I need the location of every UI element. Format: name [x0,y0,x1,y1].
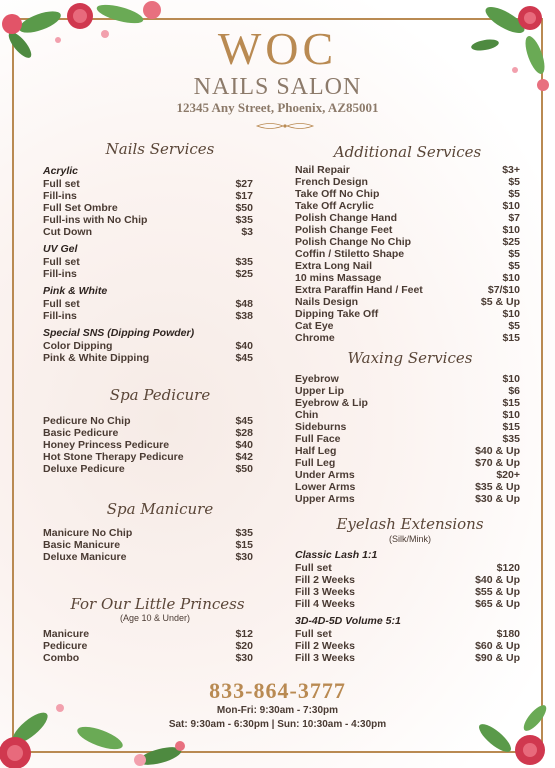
menu-item [295,574,520,586]
menu-item [295,469,520,481]
menu-item-price: $30 [235,652,253,664]
menu-item-price: $42 [235,451,253,463]
menu-item-price: $40 & Up [475,445,520,457]
menu-item-price: $35 & Up [475,481,520,493]
menu-item-name: Half Leg [295,445,337,457]
menu-item [43,298,253,310]
menu-item-name: Fill-ins [43,268,77,280]
menu-item-name: Nails Design [295,296,359,308]
menu-item [295,562,520,574]
menu-item-name: Deluxe Pedicure [43,463,125,475]
menu-item [295,236,520,248]
menu-item-price: $25 [235,268,253,280]
menu-item-price: $90 & Up [475,652,520,664]
menu-item-price: $50 [235,202,253,214]
spa-manicure-title: Spa Manicure [106,500,214,518]
menu-item-price: $7 [508,212,520,224]
menu-item-price: $120 [496,562,520,574]
menu-item [295,284,520,296]
menu-item [295,248,520,260]
menu-item-price: $35 [502,433,520,445]
menu-item-name: Fill 3 Weeks [295,652,355,664]
menu-item [295,272,520,284]
menu-item [43,268,253,280]
menu-item-price: $50 [235,463,253,475]
menu-item-name: Fill 2 Weeks [295,574,355,586]
menu-item-price: $12 [235,628,253,640]
waxing-services-title: Waxing Services [347,349,473,367]
menu-item-price: $30 [235,551,253,563]
menu-item-name: Dipping Take Off [295,308,379,320]
menu-item [295,481,520,493]
menu-item-name: Cut Down [43,226,92,238]
menu-item-price: $10 [502,200,520,212]
menu-item [295,433,520,445]
menu-group-heading: 3D-4D-5D Volume 5:1 [295,615,401,627]
menu-item [43,202,253,214]
menu-item [295,385,520,397]
menu-item-price: $40 & Up [475,574,520,586]
menu-item [295,598,520,610]
menu-item [295,457,520,469]
menu-item [43,628,253,640]
menu-item-name: French Design [295,176,368,188]
menu-item-name: Take Off No Chip [295,188,380,200]
menu-item-price: $70 & Up [475,457,520,469]
menu-item-name: Hot Stone Therapy Pedicure [43,451,184,463]
menu-item-price: $48 [235,298,253,310]
menu-item [295,652,520,664]
menu-item [43,214,253,226]
menu-item-price: $17 [235,190,253,202]
menu-item-name: Take Off Acrylic [295,200,374,212]
menu-item-name: Polish Change Feet [295,224,393,236]
menu-item-price: $35 [235,527,253,539]
menu-item [295,212,520,224]
menu-item [43,652,253,664]
menu-item-price: $20 [235,640,253,652]
menu-item-price: $5 [508,248,520,260]
menu-item [43,640,253,652]
menu-item-price: $38 [235,310,253,322]
menu-item-price: $10 [502,373,520,385]
menu-item [295,493,520,505]
salon-subtitle: NAILS SALON [193,74,362,100]
menu-item-name: Nail Repair [295,164,350,176]
eyelash-extensions-note: (Silk/Mink) [389,534,431,544]
menu-item-name: Fill 4 Weeks [295,598,355,610]
menu-item-name: Polish Change No Chip [295,236,412,248]
menu-item [295,373,520,385]
menu-item-name: Pedicure No Chip [43,415,131,427]
menu-item-price: $5 [508,260,520,272]
menu-item-price: $5 & Up [480,296,520,308]
menu-item [295,188,520,200]
menu-item-name: Full set [295,562,332,574]
menu-group-heading: Acrylic [43,165,79,177]
menu-item-name: Fill-ins [43,310,77,322]
menu-item [295,586,520,598]
menu-item-price: $3 [241,226,253,238]
menu-group-heading: Classic Lash 1:1 [295,549,378,561]
menu-item-name: Honey Princess Pedicure [43,439,170,451]
menu-item [43,451,253,463]
nails-services-title: Nails Services [105,140,215,158]
menu-item-name: 10 mins Massage [295,272,382,284]
menu-item-price: $10 [502,272,520,284]
menu-item-price: $7/$10 [487,284,520,296]
phone-number[interactable]: 833-864-3777 [209,678,346,703]
menu-group-heading: Pink & White [43,285,108,297]
menu-item [43,551,253,563]
menu-item-name: Full Leg [295,457,336,469]
menu-item [43,340,253,352]
menu-item-name: Pedicure [43,640,88,652]
menu-item-name: Coffin / Stiletto Shape [295,248,405,260]
hours-weekend: Sat: 9:30am - 6:30pm | Sun: 10:30am - 4:30pm [168,719,387,730]
menu-item-price: $65 & Up [475,598,520,610]
menu-item-price: $10 [502,308,520,320]
additional-services-list [295,164,520,344]
nails-services-list [43,163,253,364]
menu-group-heading: UV Gel [43,243,78,255]
menu-item-name: Full Set Ombre [43,202,118,214]
menu-item [43,527,253,539]
menu-item [295,296,520,308]
menu-item-name: Color Dipping [43,340,113,352]
menu-item-name: Full set [43,298,80,310]
menu-item-name: Eyebrow & Lip [295,397,368,409]
menu-item-name: Eyebrow [295,373,339,385]
menu-group-heading: Special SNS (Dipping Powder) [43,327,195,339]
salon-logo: WOC [217,23,338,74]
menu-item-name: Full-ins with No Chip [43,214,148,226]
menu-item-price: $60 & Up [475,640,520,652]
spa-pedicure-list [43,415,253,475]
menu-item-price: $45 [235,352,253,364]
menu-item [295,200,520,212]
menu-item-price: $27 [235,178,253,190]
menu-item-name: Upper Lip [295,385,344,397]
menu-item [43,256,253,268]
menu-item-name: Cat Eye [295,320,334,332]
menu-item-price: $180 [496,628,520,640]
menu-item-name: Fill 2 Weeks [295,640,355,652]
menu-item-name: Basic Manicure [43,539,121,551]
menu-item-name: Polish Change Hand [295,212,398,224]
menu-item-price: $10 [502,409,520,421]
menu-item-price: $15 [502,397,520,409]
menu-item [295,176,520,188]
menu-item [295,640,520,652]
menu-item-name: Sideburns [295,421,347,433]
menu-item-price: $5 [508,320,520,332]
menu-item [295,164,520,176]
little-princess-title: For Our Little Princess [70,595,245,613]
menu-item [43,415,253,427]
menu-item-price: $6 [508,385,520,397]
menu-item-price: $30 & Up [475,493,520,505]
waxing-services-list [295,373,520,505]
menu-item [295,260,520,272]
menu-item [295,628,520,640]
menu-item-name: Chrome [295,332,335,344]
menu-item [43,463,253,475]
menu-item [295,320,520,332]
menu-item [295,332,520,344]
menu-item-name: Lower Arms [295,481,356,493]
menu-item [295,409,520,421]
menu-item-price: $35 [235,214,253,226]
menu-item-price: $5 [508,188,520,200]
menu-item-price: $28 [235,427,253,439]
eyelash-extensions-title: Eyelash Extensions [336,515,484,533]
menu-item-name: Upper Arms [295,493,355,505]
menu-item [43,190,253,202]
menu-item-price: $55 & Up [475,586,520,598]
menu-item [43,226,253,238]
menu-item [295,224,520,236]
menu-item [295,421,520,433]
menu-item-name: Manicure [43,628,90,640]
menu-item-price: $35 [235,256,253,268]
little-princess-note: (Age 10 & Under) [119,613,191,623]
spa-pedicure-title: Spa Pedicure [109,386,211,404]
menu-item-price: $45 [235,415,253,427]
menu-item-price: $10 [502,224,520,236]
menu-item-name: Extra Paraffin Hand / Feet [295,284,423,296]
menu-item [295,397,520,409]
menu-item-price: $20+ [496,469,520,481]
menu-item [43,439,253,451]
menu-item-name: Combo [43,652,80,664]
menu-item-price: $15 [235,539,253,551]
spa-manicure-list [43,527,253,563]
eyelash-extensions-list [295,547,520,664]
menu-item [43,178,253,190]
menu-item-price: $40 [235,340,253,352]
menu-item [295,445,520,457]
menu-item-price: $15 [502,421,520,433]
salon-address: 12345 Any Street, Phoenix, AZ85001 [176,100,379,115]
menu-item-name: Manicure No Chip [43,527,133,539]
menu-item-name: Fill 3 Weeks [295,586,355,598]
menu-item-name: Full set [295,628,332,640]
menu-item-name: Extra Long Nail [295,260,373,272]
additional-services-title: Additional Services [333,143,482,161]
menu-item-price: $5 [508,176,520,188]
menu-item-name: Full set [43,178,80,190]
little-princess-list [43,628,253,664]
menu-item-name: Under Arms [295,469,355,481]
menu-item [295,308,520,320]
menu-item-name: Pink & White Dipping [43,352,150,364]
menu-item [43,352,253,364]
menu-item-name: Basic Pedicure [43,427,119,439]
hours-weekday: Mon-Fri: 9:30am - 7:30pm [216,705,339,716]
menu-item-price: $25 [502,236,520,248]
menu-item [43,539,253,551]
menu-item-name: Full set [43,256,80,268]
menu-item-name: Chin [295,409,319,421]
menu-item-name: Deluxe Manicure [43,551,127,563]
menu-item-price: $15 [502,332,520,344]
menu-item [43,310,253,322]
menu-item-price: $3+ [502,164,520,176]
menu-item-name: Full Face [295,433,341,445]
menu-item [43,427,253,439]
ornament-divider-icon [255,121,315,131]
menu-item-name: Fill-ins [43,190,77,202]
menu-item-price: $40 [235,439,253,451]
